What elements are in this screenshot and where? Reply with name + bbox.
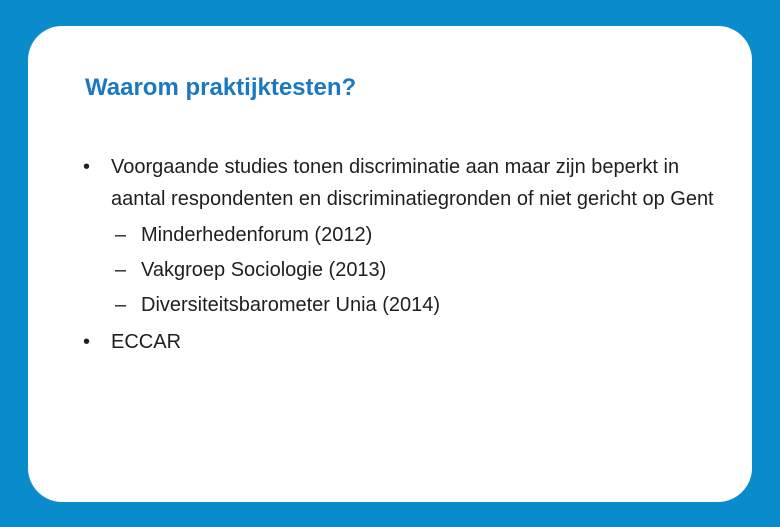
bullet-marker: • [83,156,91,178]
bullet-item [83,326,733,358]
sub-bullet-list [83,218,733,323]
sub-bullet-item [83,218,733,253]
sub-bullet-text: Vakgroep Sociologie (2013) [141,259,387,281]
bullet-text: Voorgaande studies tonen discriminatie aan maar zijn beperkt in aantal respondenten en discriminatiegronden of niet gericht op Gent [111,156,714,210]
sub-bullet-text: Minderhedenforum (2012) [141,224,373,246]
bullet-text: ECCAR [111,331,182,353]
sub-bullet-text: Diversiteitsbarometer Unia (2014) [141,294,441,316]
slide-card [28,26,752,502]
bullet-marker: • [83,331,91,353]
slide-title: Waarom praktijktesten? [85,74,357,101]
bullet-item [83,151,733,215]
sub-bullet-marker: – [115,294,127,316]
bullet-list [83,151,733,358]
sub-bullet-item [83,253,733,288]
sub-bullet-marker: – [115,224,127,246]
sub-bullet-marker: – [115,259,127,281]
sub-bullet-item [83,288,733,323]
